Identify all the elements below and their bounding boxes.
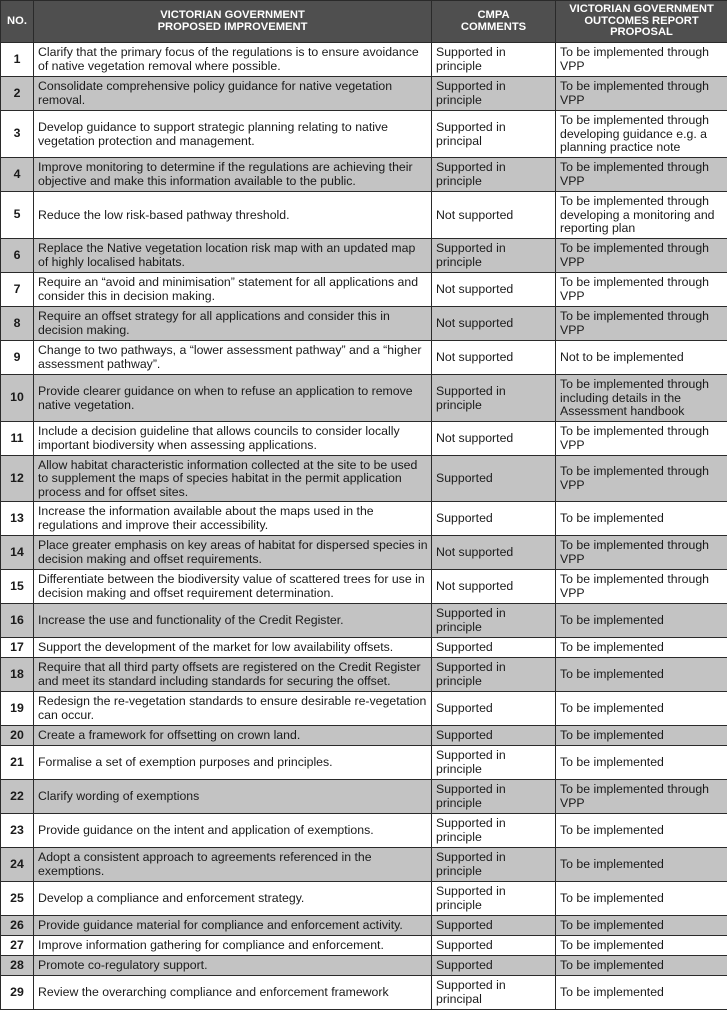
row-number: 16 [1,604,34,638]
row-number: 19 [1,692,34,726]
header-cmpa [432,1,556,43]
outcome-proposal-cell: To be implemented [556,848,727,882]
row-number: 20 [1,726,34,746]
row-number: 8 [1,307,34,341]
header-cmpa-line1: CMPA [477,8,510,21]
improvement-cell: Promote co-regulatory support. [34,956,432,976]
table-row [1,422,727,456]
improvement-cell: Increase the use and functionality of the Credit Register. [34,604,432,638]
row-number: 22 [1,780,34,814]
table-row [1,239,727,273]
cmpa-comment-cell: Supported in principal [432,111,556,158]
table-row [1,158,727,192]
table-row [1,814,727,848]
row-number: 28 [1,956,34,976]
cmpa-comment-cell: Not supported [432,307,556,341]
cmpa-comment-cell: Supported [432,638,556,658]
row-number: 15 [1,570,34,604]
improvement-cell: Improve monitoring to determine if the regulations are achieving their objective and make this information available to the public. [34,158,432,192]
improvement-cell: Provide guidance on the intent and application of exemptions. [34,814,432,848]
outcome-proposal-cell: To be implemented through VPP [556,307,727,341]
cmpa-comment-cell: Supported in principle [432,746,556,780]
cmpa-comment-cell: Not supported [432,570,556,604]
cmpa-comment-cell: Supported [432,692,556,726]
row-number: 4 [1,158,34,192]
cmpa-comment-cell: Not supported [432,273,556,307]
outcome-proposal-cell: To be implemented through VPP [556,422,727,456]
row-number: 12 [1,456,34,502]
row-number: 3 [1,111,34,158]
outcome-proposal-cell: To be implemented through VPP [556,536,727,570]
table-row [1,638,727,658]
outcome-proposal-cell: To be implemented [556,726,727,746]
row-number: 14 [1,536,34,570]
row-number: 9 [1,341,34,375]
cmpa-comment-cell: Supported in principle [432,375,556,422]
improvement-cell: Review the overarching compliance and enforcement framework [34,976,432,1010]
outcome-proposal-cell: To be implemented [556,746,727,780]
cmpa-comment-cell: Supported in principle [432,604,556,638]
row-number: 24 [1,848,34,882]
improvement-cell: Support the development of the market for low availability offsets. [34,638,432,658]
header-improvement-line1: VICTORIAN GOVERNMENT [160,8,305,21]
row-number: 29 [1,976,34,1010]
table-row [1,111,727,158]
table-row [1,570,727,604]
outcome-proposal-cell: To be implemented [556,814,727,848]
table-body [1,43,727,1010]
outcome-proposal-cell: To be implemented through VPP [556,780,727,814]
outcome-proposal-cell: To be implemented through developing a monitoring and reporting plan [556,192,727,239]
improvement-cell: Create a framework for offsetting on crown land. [34,726,432,746]
table-row [1,375,727,422]
table-row [1,456,727,502]
header-cmpa-line2: COMMENTS [460,20,527,33]
header-no: NO. [1,1,34,43]
row-number: 1 [1,43,34,77]
table-row [1,956,727,976]
header-improvement-line2: PROPOSED IMPROVEMENT [157,20,308,33]
cmpa-comment-cell: Supported [432,726,556,746]
table-row [1,536,727,570]
outcome-proposal-cell: To be implemented [556,502,727,536]
cmpa-comment-cell: Not supported [432,422,556,456]
cmpa-comment-cell: Supported in principle [432,848,556,882]
table-row [1,726,727,746]
outcome-proposal-cell: To be implemented [556,658,727,692]
table-row [1,502,727,536]
row-number: 11 [1,422,34,456]
improvement-cell: Increase the information available about the maps used in the regulations and improve their accessibility. [34,502,432,536]
cmpa-comment-cell: Not supported [432,192,556,239]
improvement-cell: Clarify wording of exemptions [34,780,432,814]
improvement-cell: Replace the Native vegetation location risk map with an updated map of highly localised habitats. [34,239,432,273]
improvement-cell: Formalise a set of exemption purposes and principles. [34,746,432,780]
cmpa-comment-cell: Supported in principle [432,780,556,814]
table-row [1,341,727,375]
table-row [1,780,727,814]
improvement-cell: Require an “avoid and minimisation” statement for all applications and consider this in decision making. [34,273,432,307]
cmpa-comment-cell: Supported in principle [432,158,556,192]
outcome-proposal-cell: To be implemented through VPP [556,456,727,502]
table-row [1,916,727,936]
outcome-proposal-cell: To be implemented [556,882,727,916]
outcome-proposal-cell: To be implemented through VPP [556,239,727,273]
row-number: 10 [1,375,34,422]
cmpa-comment-cell: Supported [432,502,556,536]
row-number: 26 [1,916,34,936]
cmpa-comment-cell: Supported in principle [432,814,556,848]
row-number: 2 [1,77,34,111]
outcome-proposal-cell: To be implemented [556,638,727,658]
row-number: 21 [1,746,34,780]
outcome-proposal-cell: To be implemented [556,936,727,956]
cmpa-comment-cell: Not supported [432,341,556,375]
table-row [1,604,727,638]
table-row [1,936,727,956]
cmpa-comment-cell: Supported in principle [432,882,556,916]
cmpa-comment-cell: Supported [432,936,556,956]
improvement-cell: Improve information gathering for compliance and enforcement. [34,936,432,956]
table-row [1,273,727,307]
improvement-cell: Develop a compliance and enforcement strategy. [34,882,432,916]
row-number: 18 [1,658,34,692]
table-row [1,77,727,111]
header-outcome-line3: PROPOSAL [610,26,673,39]
improvement-cell: Provide guidance material for compliance and enforcement activity. [34,916,432,936]
improvement-cell: Allow habitat characteristic information collected at the site to be used to supplement the maps of species habitat in the permit application process and for offset sites. [34,456,432,502]
table-row [1,192,727,239]
improvement-cell: Provide clearer guidance on when to refuse an application to remove native vegetation. [34,375,432,422]
table-row [1,976,727,1010]
row-number: 6 [1,239,34,273]
outcome-proposal-cell: To be implemented through VPP [556,43,727,77]
cmpa-comment-cell: Supported [432,956,556,976]
row-number: 23 [1,814,34,848]
row-number: 17 [1,638,34,658]
table-row [1,882,727,916]
outcome-proposal-cell: To be implemented [556,604,727,638]
improvement-cell: Differentiate between the biodiversity value of scattered trees for use in decision making and offset requirement determination. [34,570,432,604]
cmpa-comment-cell: Supported in principal [432,976,556,1010]
improvement-cell: Clarify that the primary focus of the regulations is to ensure avoidance of native vegetation removal where possible. [34,43,432,77]
outcome-proposal-cell: To be implemented [556,956,727,976]
improvement-cell: Place greater emphasis on key areas of habitat for dispersed species in decision making and offset requirements. [34,536,432,570]
cmpa-comment-cell: Supported in principle [432,658,556,692]
header-outcome-line2: OUTCOMES REPORT [584,14,699,27]
cmpa-comment-cell: Supported [432,456,556,502]
outcome-proposal-cell: To be implemented through VPP [556,273,727,307]
row-number: 27 [1,936,34,956]
improvement-cell: Reduce the low risk-based pathway threshold. [34,192,432,239]
improvement-cell: Consolidate comprehensive policy guidance for native vegetation removal. [34,77,432,111]
improvement-cell: Adopt a consistent approach to agreements referenced in the exemptions. [34,848,432,882]
cmpa-comment-cell: Supported [432,916,556,936]
improvement-cell: Include a decision guideline that allows councils to consider locally important biodiversity when assessing applications. [34,422,432,456]
improvement-cell: Redesign the re-vegetation standards to ensure desirable re-vegetation can occur. [34,692,432,726]
outcome-proposal-cell: To be implemented through including details in the Assessment handbook [556,375,727,422]
cmpa-comment-cell: Supported in principle [432,239,556,273]
cmpa-comment-cell: Not supported [432,536,556,570]
table-row [1,307,727,341]
outcome-proposal-cell: To be implemented through VPP [556,158,727,192]
improvement-cell: Develop guidance to support strategic planning relating to native vegetation protection and management. [34,111,432,158]
outcome-proposal-cell: To be implemented [556,976,727,1010]
table-row [1,746,727,780]
header-row [1,1,727,43]
row-number: 5 [1,192,34,239]
header-improvement [34,1,432,43]
cmpa-comment-cell: Supported in principle [432,77,556,111]
table-row [1,43,727,77]
table-header [1,1,727,43]
outcome-proposal-cell: To be implemented [556,692,727,726]
outcome-proposal-cell: To be implemented through developing guidance e.g. a planning practice note [556,111,727,158]
improvement-cell: Require that all third party offsets are registered on the Credit Register and meet its standard including standards for securing the offset. [34,658,432,692]
row-number: 13 [1,502,34,536]
outcome-proposal-cell: To be implemented [556,916,727,936]
table-row [1,658,727,692]
outcome-proposal-cell: To be implemented through VPP [556,77,727,111]
table-row [1,692,727,726]
row-number: 7 [1,273,34,307]
row-number: 25 [1,882,34,916]
outcome-proposal-cell: Not to be implemented [556,341,727,375]
improvement-cell: Require an offset strategy for all applications and consider this in decision making. [34,307,432,341]
improvement-cell: Change to two pathways, a “lower assessment pathway” and a “higher assessment pathway”. [34,341,432,375]
header-outcome [556,1,727,43]
table-row [1,848,727,882]
header-outcome-line1: VICTORIAN GOVERNMENT [569,3,714,16]
cmpa-comment-cell: Supported in principle [432,43,556,77]
outcome-proposal-cell: To be implemented through VPP [556,570,727,604]
